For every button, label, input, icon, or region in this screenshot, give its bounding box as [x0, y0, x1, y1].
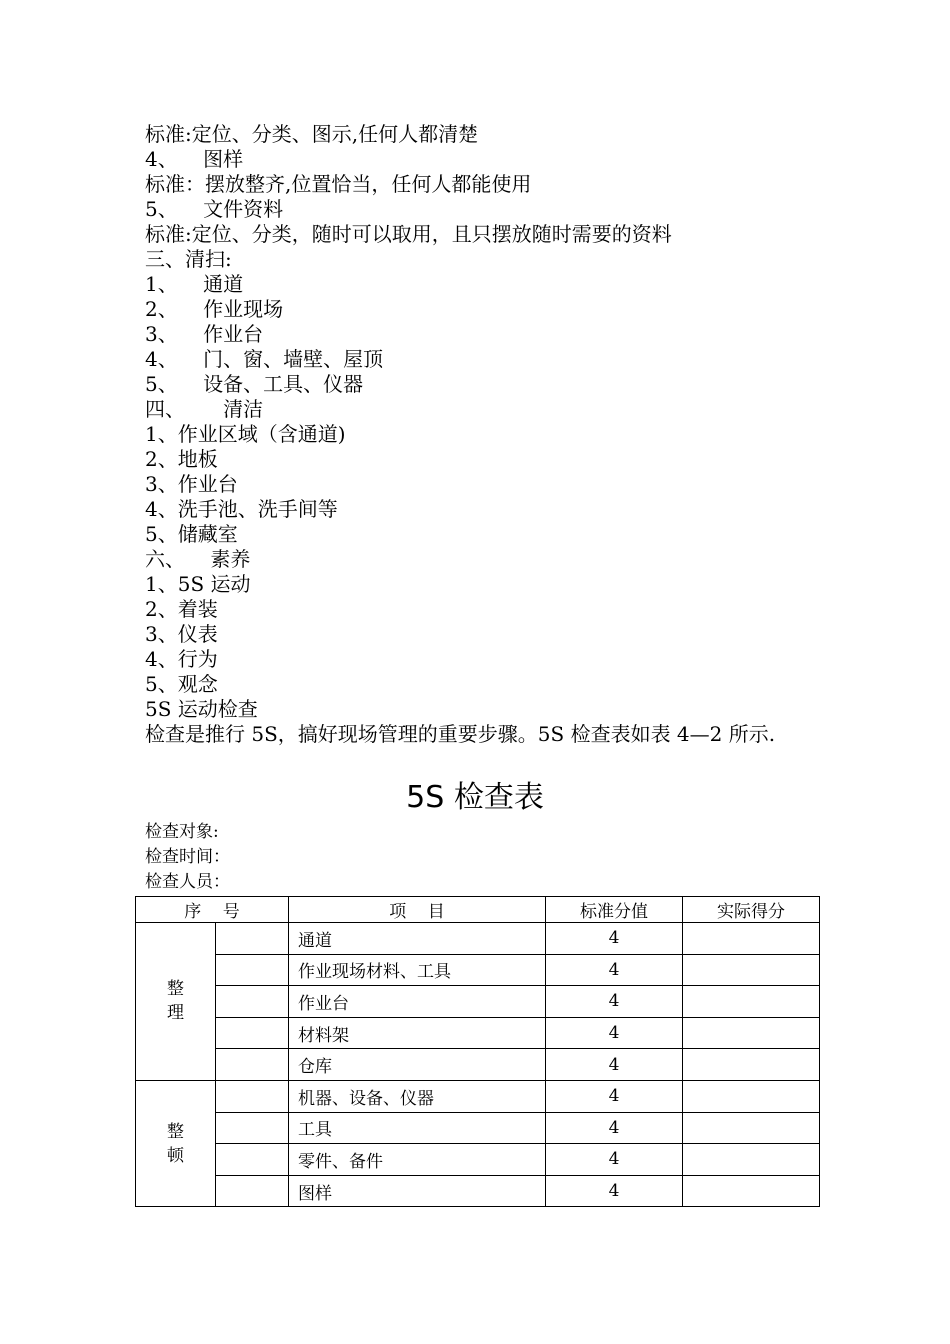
- seq-cell: [216, 1080, 289, 1112]
- actual-score-cell: [683, 1144, 820, 1176]
- category-char: 顿: [167, 1145, 184, 1166]
- category-sort: [136, 923, 216, 1081]
- 5s-check-table: [135, 896, 820, 1207]
- standard-score-cell: 4: [546, 1017, 683, 1049]
- actual-score-cell: [683, 1112, 820, 1144]
- text-line: 5、储藏室: [145, 522, 238, 546]
- inspector-label: 检查人员：: [145, 872, 230, 892]
- category-char: 理: [167, 1003, 184, 1024]
- item-cell: 零件、备件: [289, 1144, 546, 1176]
- section-heading-5s-check: 5S 运动检查: [145, 697, 258, 721]
- text-line: 4、行为: [145, 647, 218, 671]
- table-row: [136, 1017, 820, 1049]
- table-header-row: [136, 897, 820, 923]
- text-line: 标准:定位、分类、图示,任何人都清楚: [145, 122, 479, 146]
- text-line: 4、洗手池、洗手间等: [145, 497, 338, 521]
- item-cell: 作业现场材料、工具: [289, 954, 546, 986]
- text-line: 3、仪表: [145, 622, 218, 646]
- actual-score-cell: [683, 1049, 820, 1081]
- item-cell: 材料架: [289, 1017, 546, 1049]
- seq-cell: [216, 954, 289, 986]
- seq-cell: [216, 986, 289, 1018]
- section-heading-cleaning: 三、清扫:: [145, 247, 232, 271]
- actual-score-cell: [683, 1175, 820, 1207]
- table-title: 5S 检查表: [406, 780, 544, 815]
- section-heading-clean: 四、 清洁: [145, 397, 264, 421]
- standard-score-cell: 4: [546, 986, 683, 1018]
- item-cell: 仓库: [289, 1049, 546, 1081]
- actual-score-cell: [683, 1080, 820, 1112]
- text-line: 1、5S 运动: [145, 572, 251, 596]
- standard-score-cell: 4: [546, 954, 683, 986]
- text-line: 4、 图样: [145, 147, 244, 171]
- seq-cell: [216, 1049, 289, 1081]
- standard-score-cell: 4: [546, 1049, 683, 1081]
- header-item: 项 目: [289, 897, 546, 923]
- text-line: 2、 作业现场: [145, 297, 284, 321]
- table-row: [136, 1175, 820, 1207]
- table-row: [136, 986, 820, 1018]
- actual-score-cell: [683, 923, 820, 955]
- intro-paragraph: 检查是推行 5S，搞好现场管理的重要步骤。5S 检查表如表 4—2 所示.: [145, 722, 776, 746]
- table-row: [136, 1144, 820, 1176]
- seq-cell: [216, 1144, 289, 1176]
- table-row: [136, 954, 820, 986]
- header-actual-score: 实际得分: [683, 897, 820, 923]
- section-heading-discipline: 六、 素养: [145, 547, 251, 571]
- table-row: [136, 1112, 820, 1144]
- seq-cell: [216, 923, 289, 955]
- standard-score-cell: 4: [546, 923, 683, 955]
- standard-score-cell: 4: [546, 1144, 683, 1176]
- category-char: 整: [167, 979, 184, 1000]
- text-line: 1、 通道: [145, 272, 244, 296]
- seq-cell: [216, 1112, 289, 1144]
- text-line: 标准：摆放整齐,位置恰当，任何人都能使用: [145, 172, 532, 196]
- standard-score-cell: 4: [546, 1112, 683, 1144]
- actual-score-cell: [683, 954, 820, 986]
- actual-score-cell: [683, 986, 820, 1018]
- item-cell: 图样: [289, 1175, 546, 1207]
- text-line: 5、 文件资料: [145, 197, 284, 221]
- item-cell: 作业台: [289, 986, 546, 1018]
- actual-score-cell: [683, 1017, 820, 1049]
- item-cell: 通道: [289, 923, 546, 955]
- item-cell: 机器、设备、仪器: [289, 1080, 546, 1112]
- table-row: [136, 1049, 820, 1081]
- table-row: [136, 1080, 820, 1112]
- category-char: 整: [167, 1121, 184, 1142]
- text-line: 标准:定位、分类，随时可以取用，且只摆放随时需要的资料: [145, 222, 672, 246]
- text-line: 4、 门、窗、墙壁、屋顶: [145, 347, 384, 371]
- text-line: 5、 设备、工具、仪器: [145, 372, 364, 396]
- header-standard-score: 标准分值: [546, 897, 683, 923]
- seq-cell: [216, 1017, 289, 1049]
- table-row: [136, 923, 820, 955]
- inspection-time-label: 检查时间：: [145, 847, 230, 867]
- text-line: 3、作业台: [145, 472, 238, 496]
- standard-score-cell: 4: [546, 1080, 683, 1112]
- header-seq: 序 号: [136, 897, 289, 923]
- text-line: 2、地板: [145, 447, 218, 471]
- category-set-in-order: [136, 1080, 216, 1206]
- text-line: 2、着装: [145, 597, 218, 621]
- standard-score-cell: 4: [546, 1175, 683, 1207]
- seq-cell: [216, 1175, 289, 1207]
- text-line: 3、 作业台: [145, 322, 264, 346]
- item-cell: 工具: [289, 1112, 546, 1144]
- body-text: [145, 122, 815, 747]
- inspection-meta: [145, 820, 230, 895]
- text-line: 1、作业区域（含通道): [145, 422, 346, 446]
- text-line: 5、观念: [145, 672, 218, 696]
- inspection-object-label: 检查对象:: [145, 822, 219, 842]
